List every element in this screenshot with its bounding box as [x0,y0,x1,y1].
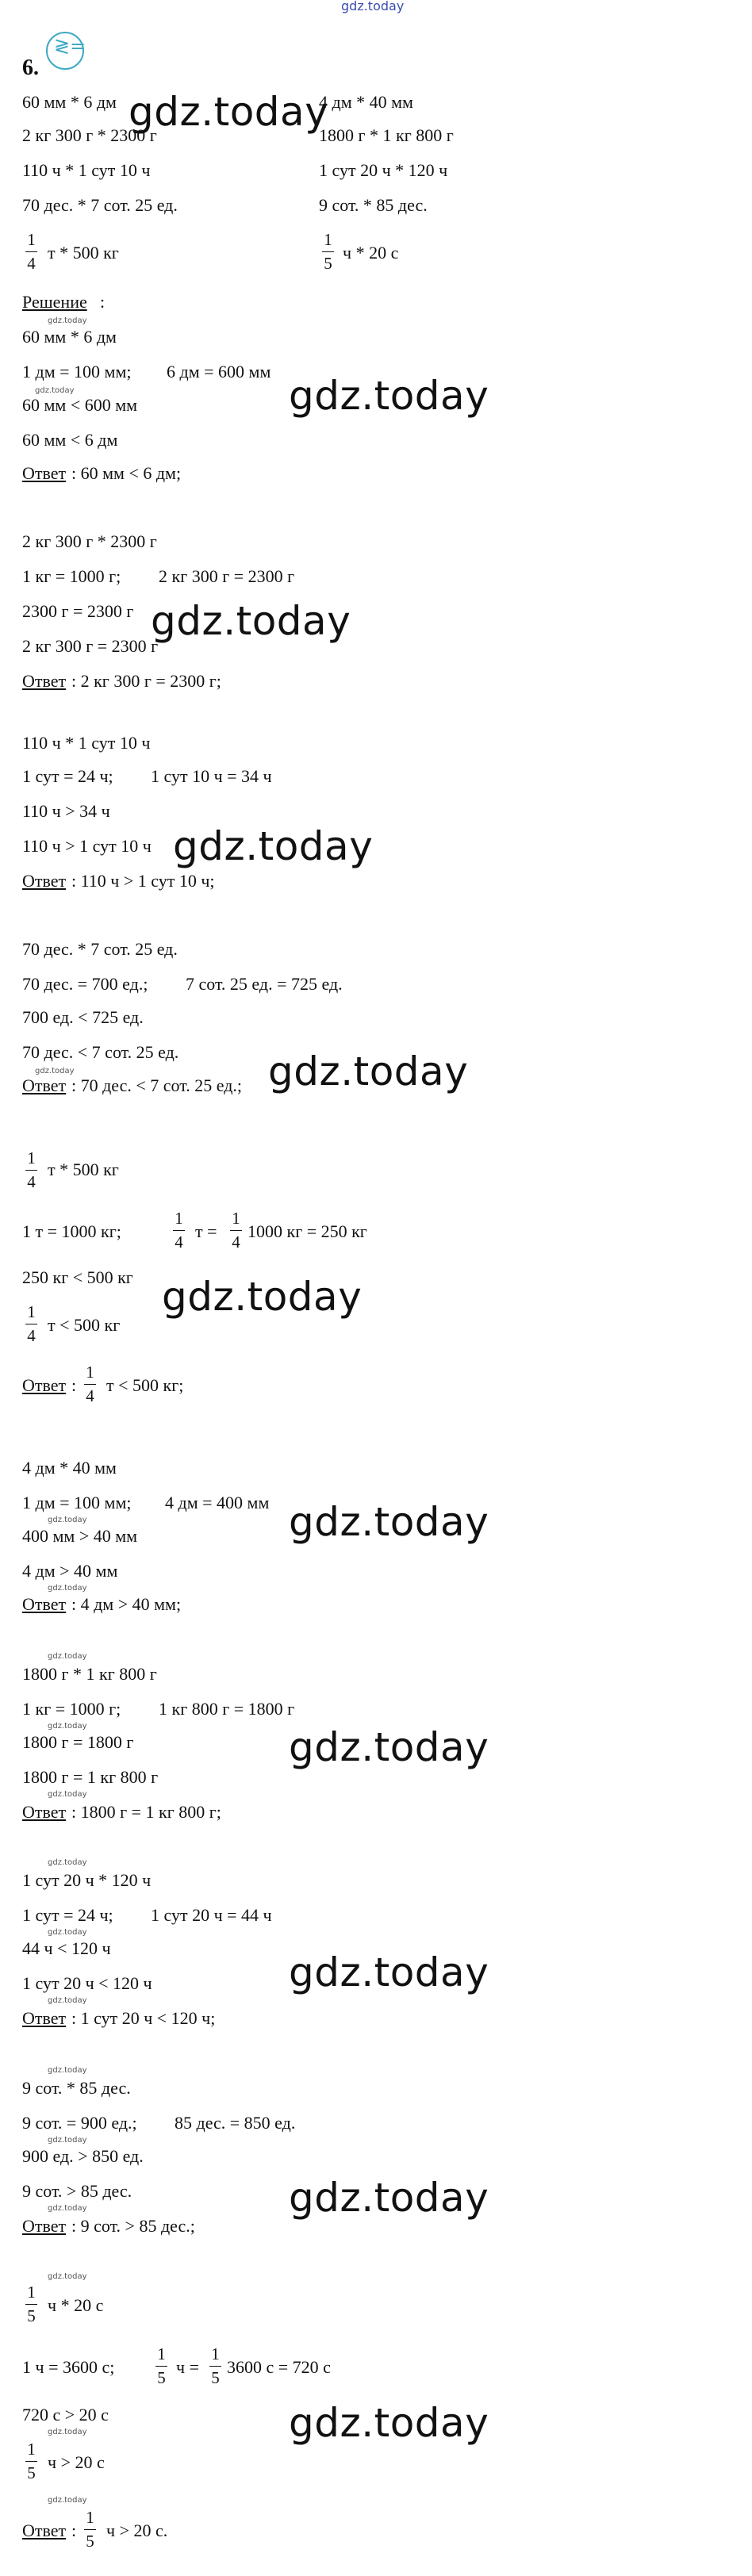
b4-line: 70 дес. * 7 сот. 25 ед. [22,939,178,959]
watermark-small: gdz.today [48,1858,87,1867]
watermark: gdz.today [289,2175,489,2221]
task-number: 6. [22,56,39,80]
b6-answer: : 4 дм > 40 мм; [71,1594,182,1614]
b2-line: 2 кг 300 г * 2300 г [22,531,157,551]
watermark: gdz.today [173,823,374,869]
watermark-small: gdz.today [48,2136,87,2145]
b8-line: 1 сут 20 ч * 120 ч [22,1870,152,1890]
b2-answer: : 2 кг 300 г = 2300 г; [71,671,221,691]
b8-line: 1 сут = 24 ч; [22,1905,113,1925]
b4-answer: : 70 дес. < 7 сот. 25 ед.; [71,1075,243,1095]
b6-line: 4 дм = 400 мм [165,1493,270,1512]
task-r4: 9 сот. * 85 дес. [319,195,428,215]
task-l3: 110 ч * 1 сут 10 ч [22,160,151,180]
answer-label: Ответ [22,2008,67,2028]
b6-line: 4 дм * 40 мм [22,1458,117,1478]
watermark-small: gdz.today [35,1067,75,1075]
b4-line: 70 дес. < 7 сот. 25 ед. [22,1042,179,1062]
answer-label: Ответ [22,871,67,891]
watermark-small: gdz.today [48,2428,87,2436]
watermark: gdz.today [162,1274,363,1320]
watermark-small: gdz.today [48,1516,87,1524]
answer-label: Ответ [22,2216,67,2236]
b4-line: 7 сот. 25 ед. = 725 ед. [186,974,343,994]
watermark: gdz.today [289,2400,489,2446]
fraction: 1 5 [155,2346,167,2386]
answer-label: Ответ [22,1802,67,1822]
b1-line: 60 мм < 600 мм [22,395,138,415]
b4-line: 700 ед. < 725 ед. [22,1007,144,1027]
b8-line: 1 сут 20 ч = 44 ч [151,1905,272,1925]
watermark-small: gdz.today [48,1790,87,1799]
b8-answer: : 1 сут 20 ч < 120 ч; [71,2008,216,2028]
fraction: 1 4 [230,1210,242,1251]
task-r1: 4 дм * 40 мм [319,92,413,112]
task-r2: 1800 г * 1 кг 800 г [319,125,454,145]
b7-line: 1 кг 800 г = 1800 г [159,1699,295,1719]
b10-line: ч * 20 с [48,2295,104,2315]
task-r5: ч * 20 с [343,243,399,263]
compare-icon: ≷= [46,32,84,70]
b3-line: 1 сут 10 ч = 34 ч [151,766,272,786]
b7-line: 1800 г = 1 кг 800 г [22,1767,159,1787]
watermark: gdz.today [289,1949,489,1995]
watermark: gdz.today [129,89,329,135]
top-watermark: gdz.today [341,0,405,13]
b7-line: 1800 г * 1 кг 800 г [22,1664,157,1684]
b1-answer: : 60 мм < 6 дм; [71,463,182,483]
b10-line: ч = [176,2357,199,2377]
task-l4: 70 дес. * 7 сот. 25 ед. [22,195,178,215]
fraction: 1 4 [25,232,37,272]
watermark-small: gdz.today [48,1722,87,1731]
answer-colon: : [71,1375,77,1395]
b8-line: 44 ч < 120 ч [22,1938,111,1958]
fraction: 1 5 [209,2346,221,2386]
b2-line: 2300 г = 2300 г [22,601,134,621]
answer-label: Ответ [22,671,67,691]
watermark: gdz.today [289,1499,489,1545]
answer-label: Ответ [22,463,67,483]
b5-line: 1000 кг = 250 кг [247,1221,367,1241]
fraction: 1 5 [25,2284,37,2325]
b7-line: 1800 г = 1800 г [22,1732,134,1752]
b7-answer: : 1800 г = 1 кг 800 г; [71,1802,221,1822]
b5-line: т = [195,1221,217,1241]
b5-line: 1 т = 1000 кг; [22,1221,121,1241]
b6-line: 4 дм > 40 мм [22,1561,118,1581]
b10-line: 1 ч = 3600 с; [22,2357,115,2377]
task-r3: 1 сут 20 ч * 120 ч [319,160,448,180]
watermark-small: gdz.today [48,2272,87,2281]
watermark-small: gdz.today [48,1928,87,1937]
watermark: gdz.today [268,1048,469,1094]
watermark-small: gdz.today [35,386,75,395]
answer-colon: : [71,2520,77,2540]
watermark-small: gdz.today [48,2204,87,2213]
watermark-small: gdz.today [48,1652,87,1661]
b1-line: 60 мм * 6 дм [22,327,117,347]
b7-line: 1 кг = 1000 г; [22,1699,121,1719]
b10-line: 3600 с = 720 с [227,2357,331,2377]
watermark: gdz.today [289,373,489,419]
watermark: gdz.today [151,598,351,644]
b4-line: 70 дес. = 700 ед.; [22,974,148,994]
b1-line: 1 дм = 100 мм; [22,362,132,381]
watermark-small: gdz.today [48,2066,87,2075]
answer-label: Ответ [22,1594,67,1614]
task-l5: т * 500 кг [48,243,119,263]
b3-line: 110 ч > 34 ч [22,801,110,821]
watermark-small: gdz.today [48,1584,87,1593]
b10-line: ч > 20 с [48,2452,105,2472]
b8-line: 1 сут 20 ч < 120 ч [22,1973,152,1993]
b6-line: 1 дм = 100 мм; [22,1493,132,1512]
task-l1: 60 мм * 6 дм [22,92,117,112]
b10-line: 720 с > 20 с [22,2405,109,2425]
b3-line: 110 ч * 1 сут 10 ч [22,733,151,753]
answer-label: Ответ [22,1375,67,1395]
task-l2: 2 кг 300 г * 2300 г [22,125,157,145]
fraction: 1 4 [25,1304,37,1344]
b3-line: 110 ч > 1 сут 10 ч [22,836,152,856]
b5-answer: т < 500 кг; [106,1375,184,1395]
fraction: 1 5 [84,2509,96,2550]
b3-answer: : 110 ч > 1 сут 10 ч; [71,871,215,891]
b9-line: 85 дес. = 850 ед. [175,2113,296,2133]
b2-line: 2 кг 300 г = 2300 г [22,636,159,656]
b3-line: 1 сут = 24 ч; [22,766,113,786]
fraction: 1 4 [84,1364,96,1405]
solution-label: Решение [22,292,87,312]
fraction: 1 4 [25,1150,37,1190]
watermark-small: gdz.today [48,1996,87,2005]
b5-line: 250 кг < 500 кг [22,1267,133,1287]
fraction: 1 4 [173,1210,185,1251]
b2-line: 2 кг 300 г = 2300 г [159,566,295,586]
b10-answer: ч > 20 с. [106,2520,168,2540]
b9-line: 9 сот. > 85 дес. [22,2181,132,2201]
b6-line: 400 мм > 40 мм [22,1526,138,1546]
b9-answer: : 9 сот. > 85 дес.; [71,2216,195,2236]
b1-line: 6 дм = 600 мм [167,362,271,381]
b9-line: 9 сот. * 85 дес. [22,2078,131,2098]
b5-line: т < 500 кг [48,1315,121,1335]
b1-line: 60 мм < 6 дм [22,430,118,450]
watermark-small: gdz.today [48,316,87,325]
answer-label: Ответ [22,2520,67,2540]
b9-line: 9 сот. = 900 ед.; [22,2113,137,2133]
fraction: 1 5 [25,2441,37,2482]
b5-line: т * 500 кг [48,1160,119,1179]
watermark: gdz.today [289,1724,489,1770]
fraction: 1 5 [322,232,334,272]
answer-label: Ответ [22,1075,67,1095]
solution-colon: : [100,292,106,312]
b2-line: 1 кг = 1000 г; [22,566,121,586]
b9-line: 900 ед. > 850 ед. [22,2146,144,2166]
watermark-small: gdz.today [48,2496,87,2505]
